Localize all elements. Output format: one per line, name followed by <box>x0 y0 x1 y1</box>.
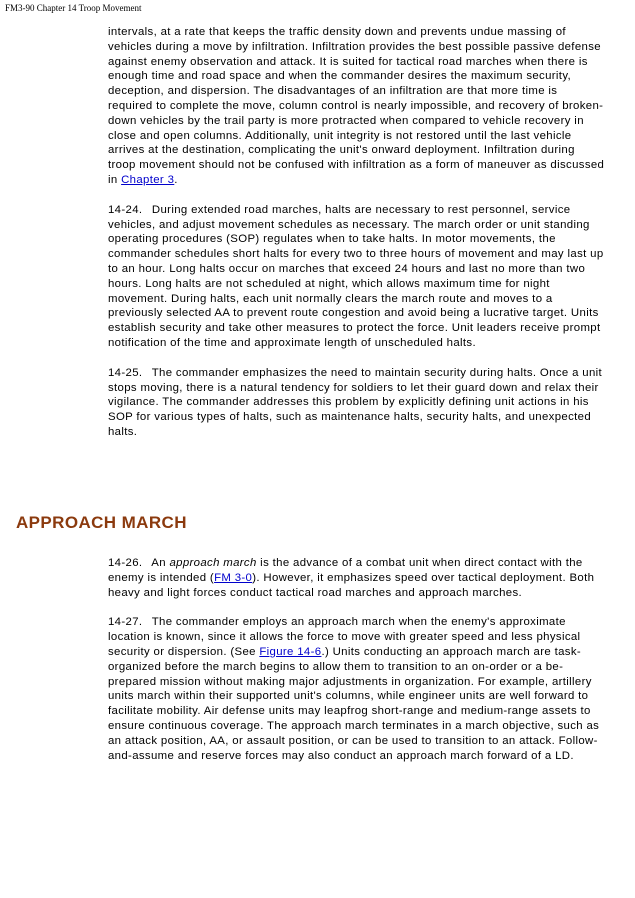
paragraph-text: An <box>151 557 170 569</box>
section-heading-approach-march: APPROACH MARCH <box>16 513 187 532</box>
paragraph-text: ). However, it emphasizes speed over tactical deployment. Both heavy and light forces conduct tactical road marches and approach marches. <box>108 571 595 599</box>
fm-3-0-link[interactable]: FM 3-0 <box>214 571 253 584</box>
term-approach-march: approach march <box>169 557 257 569</box>
paragraph-text: During extended road marches, halts are necessary to rest personnel, service vehicles, and adjust movement schedules as necessary. The march order or unit standing operating procedures (SOP) regulates when to take halts. In motor movements, the commander schedules short halts for every two to three hours of movement and may last up to an hour. Long halts occur on marches that exceed 24 hours and last no more than two hours. Long halts are not scheduled at night, which allows maximum time for night movement. During halts, each unit normally clears the march route and moves to a previously selected AA to prevent route congestion and avoid being a lucrative target. Units establish security and take other measures to protect the force. Unit leaders receive prompt notification of the time and approximate length of unscheduled halts. <box>108 203 604 349</box>
paragraph-text: .) Units conducting an approach march are task-organized before the march begins to allow them to transition to an on-order or a be-prepared mission without making major adjustments in organization. For example, artillery units march within their supported unit's columns, while engineer units are well forward to facilitate mobility. Air defense units may leapfrog short-range and medium-range assets to ensure continuous coverage. The approach march terminates in a march objective, such as an attack position, AA, or assault position, or can be used to transition to an attack. Follow-and-assume and reserve forces may also conduct an approach march forward of a LD. <box>108 645 600 762</box>
chapter-3-link[interactable]: Chapter 3 <box>121 173 175 186</box>
page-header: FM3-90 Chapter 14 Troop Movement <box>5 3 142 13</box>
paragraph-number: 14-27. <box>108 616 143 629</box>
paragraph-text: intervals, at a rate that keeps the traffic density down and prevents undue massing of vehicles during a move by infiltration. Infiltration provides the best possible passive defense against enemy observation and attack. It is suited for tactical road marches when there is enough time and road space and when the commander desires the maximum security, deception, and dispersion. The disadvantages of an infiltration are that more time is required to complete the move, column control is nearly impossible, and recovery of broken-down vehicles by the trail party is more protracted when compared to vehicle recovery in close and open columns. Additionally, unit integrity is not restored until the last vehicle arrives at the destination, complicating the unit's onward deployment. Infiltration during troop movement should not be confused with infiltration as a form of maneuver as discussed in <box>108 26 605 186</box>
paragraph-text: The commander emphasizes the need to maintain security during halts. Once a unit stops moving, there is a natural tendency for soldiers to let their guard down and relax their vigilance. The commander addresses this problem by explicitly defining unit actions in his SOP for various types of halts, such as maintenance halts, security halts, and unexpected halts. <box>108 366 603 438</box>
paragraph-14-25 <box>108 366 605 440</box>
body-text-bottom <box>108 556 605 778</box>
paragraph-text-end: . <box>174 173 178 186</box>
paragraph-14-26 <box>108 556 605 600</box>
paragraph-14-24 <box>108 203 605 351</box>
paragraph-number: 14-24. <box>108 203 143 216</box>
body-text-top <box>108 25 605 455</box>
paragraph-infiltration <box>108 25 605 188</box>
paragraph-number: 14-25. <box>108 366 143 379</box>
figure-14-6-link[interactable]: Figure 14-6 <box>259 645 322 658</box>
paragraph-14-27 <box>108 615 605 763</box>
paragraph-number: 14-26. <box>108 557 143 569</box>
paragraph-text: is the advance of a combat unit when direct contact with the enemy is intended ( <box>108 557 583 584</box>
paragraph-text: The commander employs an approach march when the enemy's approximate location is known, since it allows the force to move with greater speed and less physical security or dispersion. (See <box>108 616 581 658</box>
